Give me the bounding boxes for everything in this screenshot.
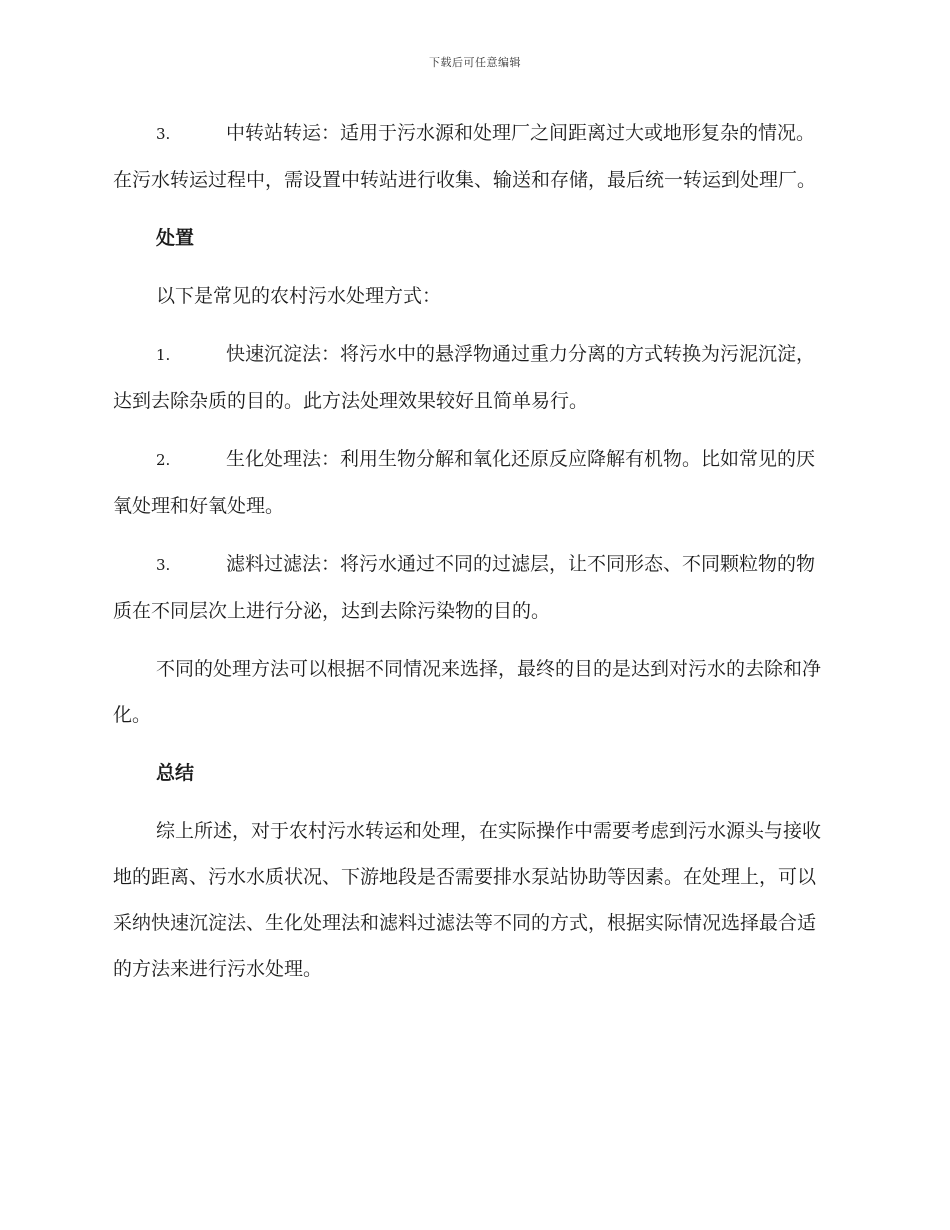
document-body [113,110,833,1004]
list-number: 3. [156,556,171,574]
list-item-method-1 [113,331,833,424]
list-number: 2. [156,451,171,469]
list-number: 3. [156,125,171,143]
disposal-intro: 以下是常见的农村污水处理方式： [156,285,442,307]
summary-text: 综上所述，对于农村污水转运和处理，在实际操作中需要考虑到污水源头与接收地的距离、污水水质状况、下游地段是否需要排水泵站协助等因素。在处理上，可以采纳快速沉淀法、生化处理法和滤料过滤法等不同的方式，根据实际情况选择最合适的方法来进行污水处理。 [113,820,822,980]
header-note: 下载后可任意编辑 [429,56,521,69]
list-item-method-2 [113,436,833,529]
list-item-text: 快速沉淀法：将污水中的悬浮物通过重力分离的方式转换为污泥沉淀，达到去除杂质的目的。此方法处理效果较好且简单易行。 [113,343,816,412]
list-number: 1. [156,346,171,364]
list-item-text: 中转站转运：适用于污水源和处理厂之间距离过大或地形复杂的情况。在污水转运过程中，需设置中转站进行收集、输送和存储，最后统一转运到处理厂。 [113,122,817,191]
list-item-transfer-3 [113,110,833,203]
section-heading-disposal: 处置 [156,227,195,249]
list-item-text: 滤料过滤法：将污水通过不同的过滤层，让不同形态、不同颗粒物的物质在不同层次上进行分泌，达到去除污染物的目的。 [113,553,816,622]
list-item-text: 生化处理法：利用生物分解和氧化还原反应降解有机物。比如常见的厌氧处理和好氧处理。 [113,448,816,517]
disposal-closing: 不同的处理方法可以根据不同情况来选择，最终的目的是达到对污水的去除和净化。 [113,658,822,726]
section-heading-summary: 总结 [156,762,195,784]
list-item-method-3 [113,541,833,634]
